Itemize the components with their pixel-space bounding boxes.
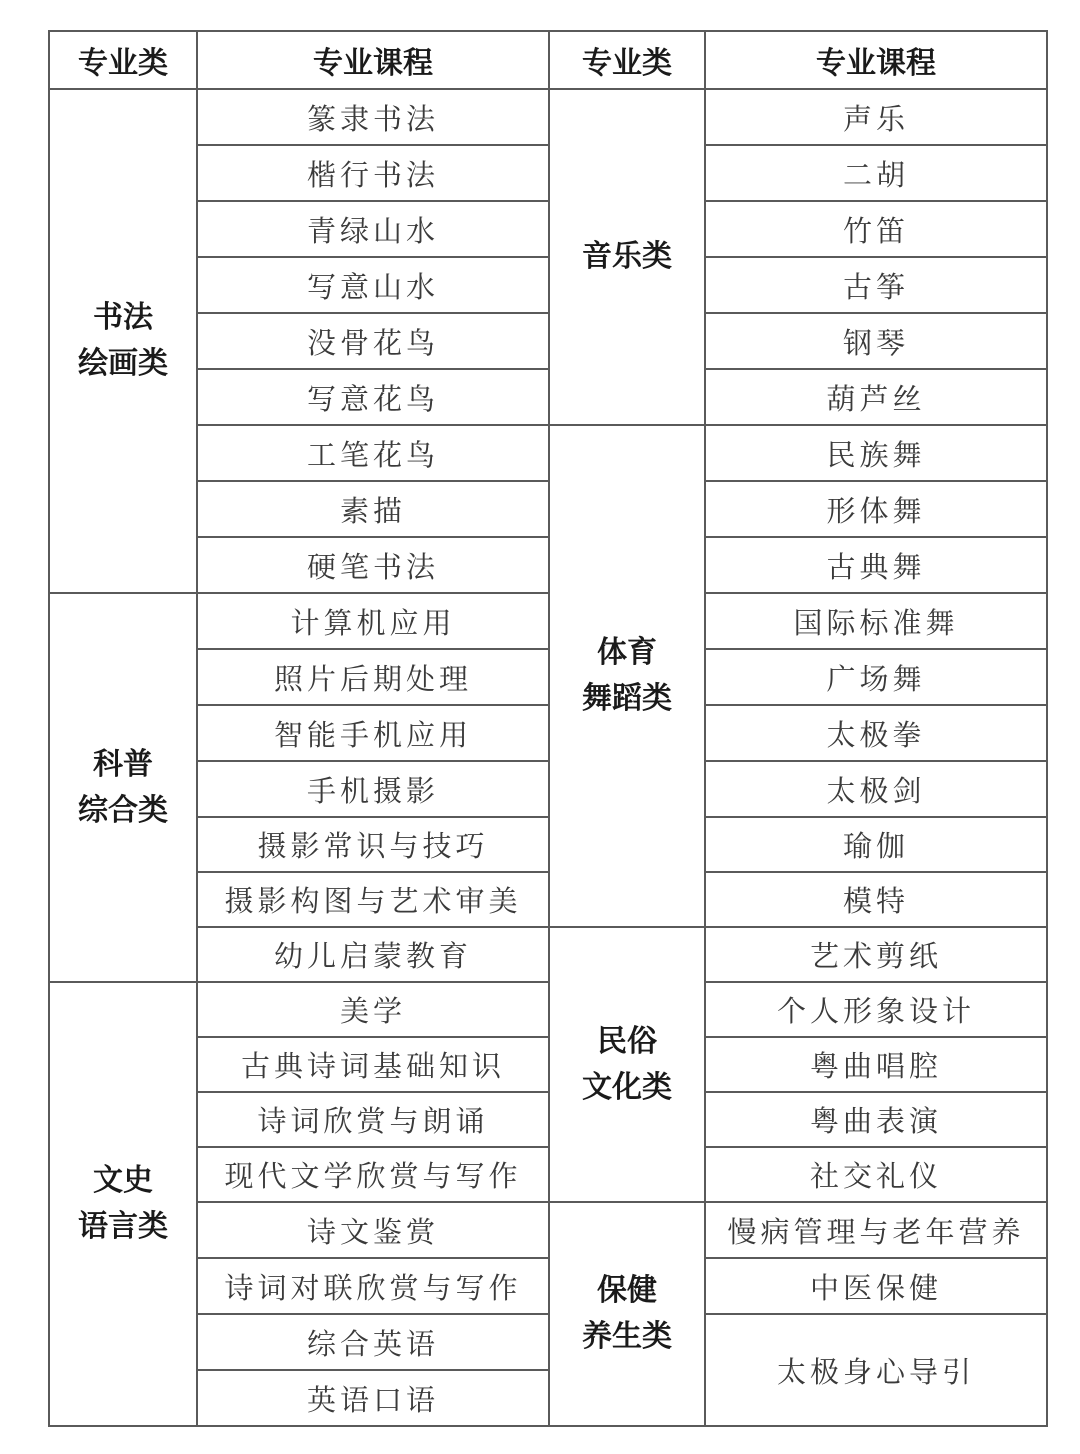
course-cell: 声乐 bbox=[705, 89, 1047, 145]
course-cell: 粤曲唱腔 bbox=[705, 1037, 1047, 1092]
category-cell bbox=[49, 593, 197, 982]
header-row bbox=[49, 31, 1047, 89]
header-category: 专业类 bbox=[49, 31, 197, 89]
course-cell: 社交礼仪 bbox=[705, 1147, 1047, 1202]
course-cell: 硬笔书法 bbox=[197, 537, 549, 593]
category-name-line: 文化类 bbox=[582, 1069, 672, 1105]
course-cell: 写意花鸟 bbox=[197, 369, 549, 425]
category-cell bbox=[549, 425, 705, 927]
course-cell: 太极拳 bbox=[705, 705, 1047, 761]
table-row bbox=[49, 1037, 1047, 1092]
course-cell: 竹笛 bbox=[705, 201, 1047, 257]
header-course: 专业课程 bbox=[197, 31, 549, 89]
category-cell bbox=[49, 89, 197, 593]
category-name-line: 绘画类 bbox=[78, 346, 168, 381]
table-row bbox=[49, 89, 1047, 145]
course-cell: 模特 bbox=[705, 872, 1047, 927]
course-cell: 篆隶书法 bbox=[197, 89, 549, 145]
course-cell: 计算机应用 bbox=[197, 593, 549, 649]
category-name-line: 书法 bbox=[93, 300, 153, 335]
course-table bbox=[48, 30, 1048, 1427]
course-cell: 钢琴 bbox=[705, 313, 1047, 369]
table-row bbox=[49, 425, 1047, 481]
course-cell: 形体舞 bbox=[705, 481, 1047, 537]
category-cell bbox=[549, 89, 705, 425]
category-name-line: 养生类 bbox=[582, 1319, 672, 1354]
category-cell bbox=[549, 927, 705, 1202]
course-cell: 古典舞 bbox=[705, 537, 1047, 593]
table-row bbox=[49, 705, 1047, 761]
category-name-line: 民俗 bbox=[597, 1023, 657, 1059]
table-row bbox=[49, 257, 1047, 313]
table-row bbox=[49, 369, 1047, 425]
course-cell: 写意山水 bbox=[197, 257, 549, 313]
course-cell: 摄影构图与艺术审美 bbox=[197, 872, 549, 927]
course-cell: 没骨花鸟 bbox=[197, 313, 549, 369]
course-cell: 手机摄影 bbox=[197, 761, 549, 817]
category-name-line: 综合类 bbox=[78, 792, 168, 828]
table-row bbox=[49, 1147, 1047, 1202]
course-cell: 摄影常识与技巧 bbox=[197, 817, 549, 872]
course-cell: 诗文鉴赏 bbox=[197, 1202, 549, 1258]
table-row bbox=[49, 1314, 1047, 1370]
category-name-line: 文史 bbox=[93, 1163, 153, 1198]
course-cell: 楷行书法 bbox=[197, 145, 549, 201]
course-cell: 二胡 bbox=[705, 145, 1047, 201]
category-name-line: 体育 bbox=[597, 635, 657, 670]
category-cell bbox=[549, 1202, 705, 1426]
category-name-line: 舞蹈类 bbox=[582, 681, 672, 716]
course-cell: 古典诗词基础知识 bbox=[197, 1037, 549, 1092]
category-name-line: 音乐类 bbox=[582, 239, 672, 274]
course-cell: 中医保健 bbox=[705, 1258, 1047, 1314]
course-cell: 现代文学欣赏与写作 bbox=[197, 1147, 549, 1202]
course-cell: 青绿山水 bbox=[197, 201, 549, 257]
table-row bbox=[49, 313, 1047, 369]
table-row bbox=[49, 1258, 1047, 1314]
course-cell: 瑜伽 bbox=[705, 817, 1047, 872]
course-cell: 慢病管理与老年营养 bbox=[705, 1202, 1047, 1258]
table-row bbox=[49, 927, 1047, 982]
course-cell: 艺术剪纸 bbox=[705, 927, 1047, 982]
course-cell: 古筝 bbox=[705, 257, 1047, 313]
table-row bbox=[49, 201, 1047, 257]
course-cell: 幼儿启蒙教育 bbox=[197, 927, 549, 982]
course-cell: 诗词对联欣赏与写作 bbox=[197, 1258, 549, 1314]
header-category: 专业类 bbox=[549, 31, 705, 89]
table-row bbox=[49, 1092, 1047, 1147]
table-row bbox=[49, 649, 1047, 705]
course-cell: 国际标准舞 bbox=[705, 593, 1047, 649]
course-cell: 民族舞 bbox=[705, 425, 1047, 481]
course-cell: 智能手机应用 bbox=[197, 705, 549, 761]
table-row bbox=[49, 761, 1047, 817]
course-cell: 美学 bbox=[197, 982, 549, 1037]
course-cell: 个人形象设计 bbox=[705, 982, 1047, 1037]
course-cell: 太极身心导引 bbox=[705, 1314, 1047, 1426]
course-cell: 素描 bbox=[197, 481, 549, 537]
course-cell: 广场舞 bbox=[705, 649, 1047, 705]
category-name-line: 保健 bbox=[597, 1273, 657, 1308]
table-row bbox=[49, 982, 1047, 1037]
table-row bbox=[49, 1202, 1047, 1258]
course-cell: 太极剑 bbox=[705, 761, 1047, 817]
category-name-line: 语言类 bbox=[78, 1209, 168, 1244]
course-cell: 工笔花鸟 bbox=[197, 425, 549, 481]
table-row bbox=[49, 537, 1047, 593]
course-cell: 英语口语 bbox=[197, 1370, 549, 1426]
course-cell: 综合英语 bbox=[197, 1314, 549, 1370]
course-cell: 照片后期处理 bbox=[197, 649, 549, 705]
course-cell: 诗词欣赏与朗诵 bbox=[197, 1092, 549, 1147]
course-cell: 葫芦丝 bbox=[705, 369, 1047, 425]
category-cell bbox=[49, 982, 197, 1426]
table-row bbox=[49, 593, 1047, 649]
table-row bbox=[49, 872, 1047, 927]
table-row bbox=[49, 817, 1047, 872]
header-course: 专业课程 bbox=[705, 31, 1047, 89]
table-row bbox=[49, 145, 1047, 201]
table-row bbox=[49, 481, 1047, 537]
course-cell: 粤曲表演 bbox=[705, 1092, 1047, 1147]
category-name-line: 科普 bbox=[93, 746, 153, 782]
